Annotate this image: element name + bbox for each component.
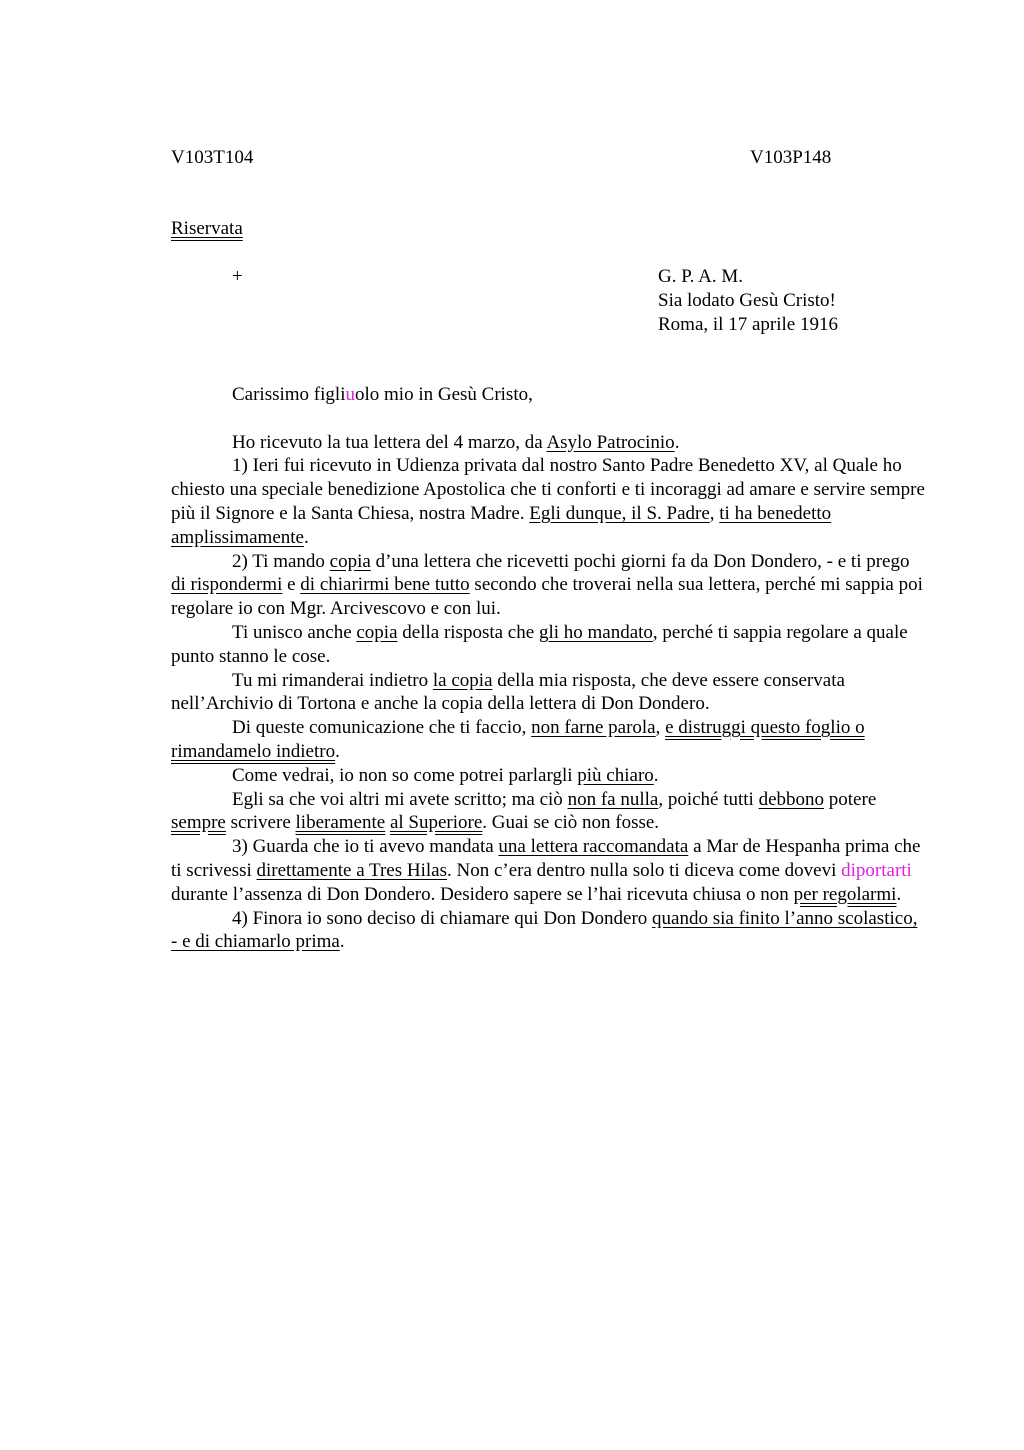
- paragraph-9: 3) Guarda che io ti avevo mandata una lettera raccomandata a Mar de Hespanha prima che ti scrivessi direttamente a Tres Hilas. Non c’era dentro nulla solo ti diceva come dovevi diportarti durante l’assenza di Don Dondero. Desidero sapere se l’hai ricevuta chiusa o non per regolarmi.: [171, 836, 921, 905]
- cross-symbol: +: [232, 266, 243, 287]
- paragraph-2: 1) Ieri fui ricevuto in Udienza privata dal nostro Santo Padre Benedetto XV, al Quale ho chiesto una speciale benedizione Apostolica che ti conforti e ti incoraggi ad amare e servire sempre più il Signore e la Santa Chiesa, nostra Madre. Egli dunque, il S. Padre, ti ha benedetto amplissimamente.: [171, 455, 925, 548]
- paragraph-7: Come vedrai, io non so come potrei parlargli più chiaro.: [232, 764, 659, 786]
- highlighted-letter: u: [345, 384, 355, 405]
- letterhead-date: Roma, il 17 aprile 1916: [658, 313, 838, 335]
- letterhead-line-2: Sia lodato Gesù Cristo!: [658, 289, 836, 311]
- salutation: Carissimo figliuolo mio in Gesù Cristo,: [232, 384, 533, 405]
- letterhead: [658, 265, 838, 336]
- paragraph-10: 4) Finora io sono deciso di chiamare qui Don Dondero quando sia finito l’anno scolastico, - e di chiamarlo prima.: [171, 907, 918, 953]
- paragraph-5: Tu mi rimanderai indietro la copia della mia risposta, che deve essere conservata nell’Archivio di Tortona e anche la copia della lettera di Don Dondero.: [171, 669, 845, 715]
- paragraph-1: Ho ricevuto la tua lettera del 4 marzo, da Asylo Patrocinio.: [232, 431, 680, 453]
- paragraph-4: Ti unisco anche copia della risposta che gli ho mandato, perché ti sappia regolare a quale punto stanno le cose.: [171, 621, 908, 667]
- confidential-label: Riservata: [171, 218, 243, 239]
- letterhead-line-1: G. P. A. M.: [658, 266, 743, 287]
- paragraph-8: Egli sa che voi altri mi avete scritto; ma ciò non fa nulla, poiché tutti debbono potere sempre scrivere liberamente al Superiore. Guai se ciò non fosse.: [171, 788, 877, 834]
- letter-body: [171, 383, 927, 954]
- document-code-right: V103P148: [750, 147, 832, 168]
- document-code-left: V103T104: [171, 147, 254, 168]
- paragraph-6: Di queste comunicazione che ti faccio, non farne parola, e distruggi questo foglio o rimandamelo indietro.: [171, 717, 865, 762]
- paragraph-3: 2) Ti mando copia d’una lettera che ricevetti pochi giorni fa da Don Dondero, - e ti prego di rispondermi e di chiarirmi bene tutto secondo che troverai nella sua lettera, perché mi sappia poi regolare io con Mgr. Arcivescovo e con lui.: [171, 550, 923, 620]
- highlighted-word: diportarti: [841, 859, 912, 881]
